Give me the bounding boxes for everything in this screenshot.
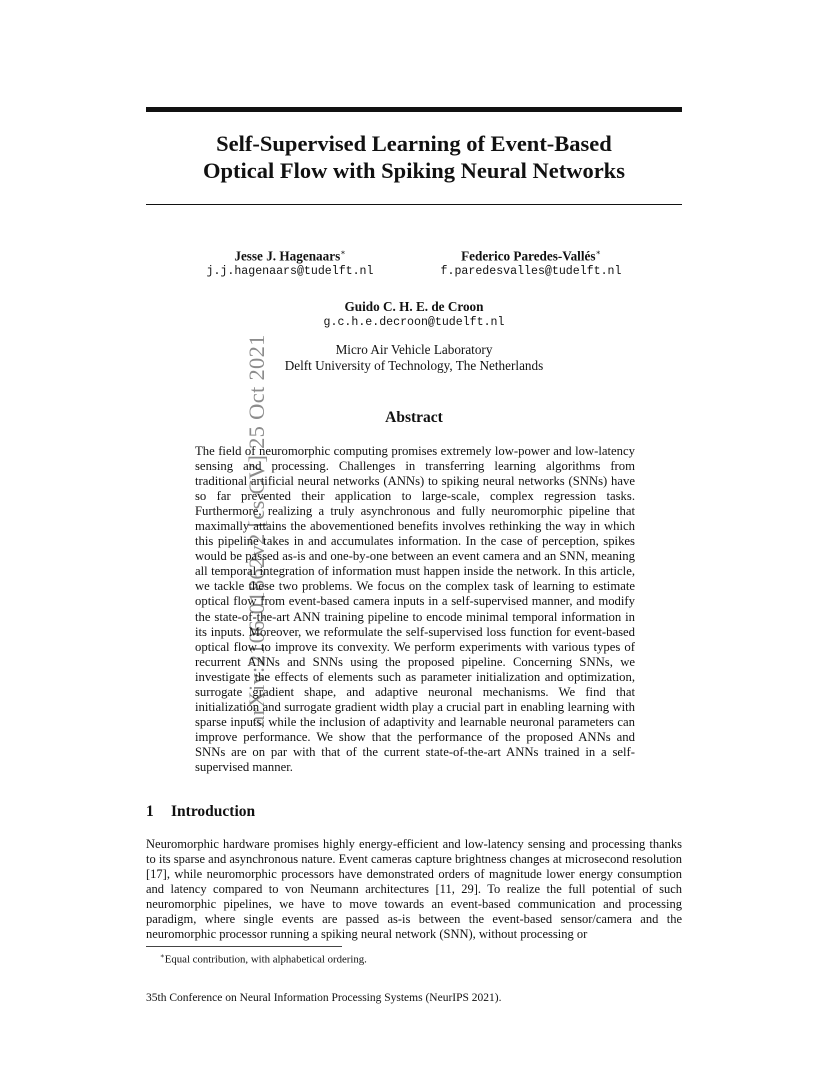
- author-name: Guido C. H. E. de Croon: [344, 299, 484, 314]
- title-top-rule: [146, 107, 682, 112]
- author-email: g.c.h.e.decroon@tudelft.nl: [323, 316, 505, 329]
- author-2: [426, 245, 636, 279]
- affiliation-line-2: Delft University of Technology, The Netherlands: [284, 357, 544, 373]
- abstract-text: The field of neuromorphic computing promises extremely low-power and low-latency sensing and processing. Challenges in transferring learning algorithms from traditional artificial neural networks (ANNs) to spiking neural networks (SNNs) have so far prevented their application to large-scale, complex regression tasks. Furthermore, realizing a truly asynchronous and fully neuromorphic pipeline that maximally attains the abovementioned benefits involves rethinking the way in which this pipeline takes in and accumulates information. In the case of perception, spikes would be passed as-is and one-by-one between an event camera and an SNN, meaning all temporal integration of information must happen inside the network. In this article, we tackle these two problems. We focus on the complex task of learning to estimate optical flow from event-based camera inputs in a self-supervised manner, and modify the state-of-the-art ANN training pipeline to encode minimal temporal information in its inputs. Moreover, we reformulate the self-supervised loss function for event-based optical flow to improve its convexity. We perform experiments with various types of recurrent ANNs and SNNs using the proposed pipeline. Concerning SNNs, we investigate the effects of elements such as parameter initialization and optimization, surrogate gradient shape, and adaptive neuronal mechanisms. We find that initialization and surrogate gradient width play a crucial part in enabling learning with sparse inputs, while the inclusion of adaptivity and learnable neuronal parameters can improve performance. We show that the performance of the proposed ANNs and SNNs are on par with that of the current state-of-the-art ANNs trained in a self-supervised manner.: [195, 444, 635, 774]
- title-line-2: Optical Flow with Spiking Neural Networks: [203, 158, 625, 183]
- footnote-mark: ∗: [160, 952, 165, 960]
- paper-title: [146, 130, 682, 184]
- author-name: Jesse J. Hagenaars: [234, 248, 341, 264]
- author-3: [304, 299, 524, 330]
- author-1: [188, 245, 392, 279]
- title-bottom-rule: [146, 204, 682, 205]
- title-line-1: Self-Supervised Learning of Event-Based: [216, 131, 612, 156]
- affiliation-line-1: Micro Air Vehicle Laboratory: [335, 342, 493, 357]
- equal-contribution-mark: ∗: [340, 248, 346, 257]
- conference-venue: 35th Conference on Neural Information Processing Systems (NeurIPS 2021).: [146, 992, 502, 1004]
- author-email: f.paredesvalles@tudelft.nl: [440, 265, 622, 279]
- author-email: j.j.hagenaars@tudelft.nl: [206, 265, 374, 279]
- footnote-rule: [146, 946, 342, 947]
- section-heading: [146, 803, 682, 821]
- equal-contribution-mark: ∗: [595, 248, 601, 257]
- abstract-heading: Abstract: [385, 409, 443, 426]
- affiliation: [200, 342, 628, 373]
- introduction-text: Neuromorphic hardware promises highly energy-efficient and low-latency sensing and processing thanks to its sparse and asynchronous nature. Event cameras capture brightness changes at microsecond resolution [17], while neuromorphic processors have demonstrated orders of magnitude lower energy consumption and latency compared to von Neumann architectures [11, 29]. To realize the full potential of such neuromorphic pipelines, we have to move towards an event-based communication and processing paradigm, where single events are passed as-is between the event-based sensor/camera and the neuromorphic processor running a spiking neural network (SNN), without processing or: [146, 837, 682, 942]
- author-name: Federico Paredes-Vallés: [461, 248, 596, 264]
- footnote-text: Equal contribution, with alphabetical ordering.: [164, 953, 367, 966]
- section-number: 1: [146, 803, 154, 820]
- arxiv-stamp: arXiv:2106.01862v2 [cs.CV] 25 Oct 2021: [244, 334, 269, 726]
- section-title: Introduction: [171, 803, 256, 820]
- footnote: [160, 950, 680, 967]
